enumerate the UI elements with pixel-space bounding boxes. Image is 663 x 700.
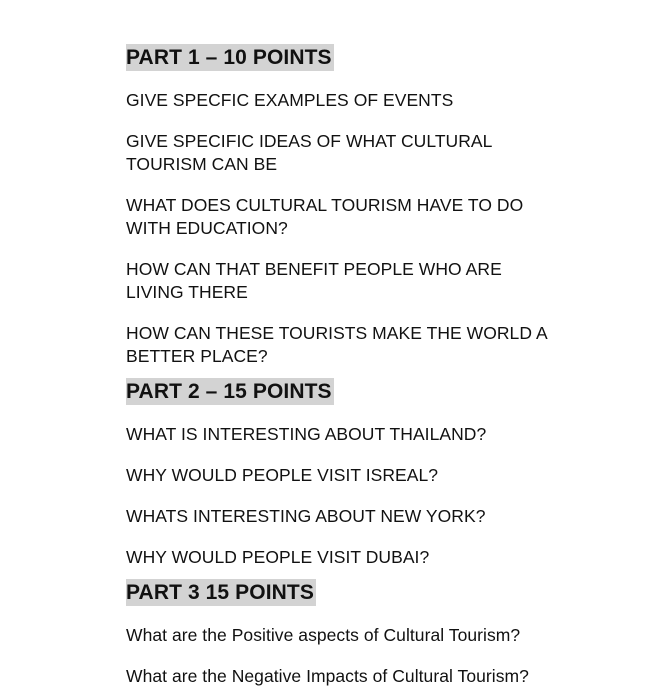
- question-item: What are the Positive aspects of Cultural Tourism?: [126, 625, 521, 645]
- section-part-1: [126, 44, 586, 368]
- question-item: HOW CAN THESE TOURISTS MAKE THE WORLD A BETTER PLACE?: [126, 323, 547, 366]
- question-item: WHAT IS INTERESTING ABOUT THAILAND?: [126, 424, 487, 444]
- question-item: GIVE SPECFIC EXAMPLES OF EVENTS: [126, 90, 454, 110]
- section-heading: PART 2 – 15 POINTS: [126, 380, 332, 403]
- section-part-3: [126, 579, 586, 688]
- question-item: WHY WOULD PEOPLE VISIT ISREAL?: [126, 465, 439, 485]
- question-item: WHAT DOES CULTURAL TOURISM HAVE TO DO WITH EDUCATION?: [126, 195, 524, 238]
- section-heading: PART 1 – 10 POINTS: [126, 46, 332, 69]
- question-item: What are the Negative Impacts of Cultural Tourism?: [126, 666, 529, 686]
- document-body: [126, 44, 586, 688]
- question-item: WHY WOULD PEOPLE VISIT DUBAI?: [126, 547, 430, 567]
- question-item: WHATS INTERESTING ABOUT NEW YORK?: [126, 506, 486, 526]
- question-item: HOW CAN THAT BENEFIT PEOPLE WHO ARE LIVING THERE: [126, 259, 502, 302]
- section-part-2: [126, 378, 586, 569]
- question-item: GIVE SPECIFIC IDEAS OF WHAT CULTURAL TOURISM CAN BE: [126, 131, 492, 174]
- section-heading: PART 3 15 POINTS: [126, 581, 314, 604]
